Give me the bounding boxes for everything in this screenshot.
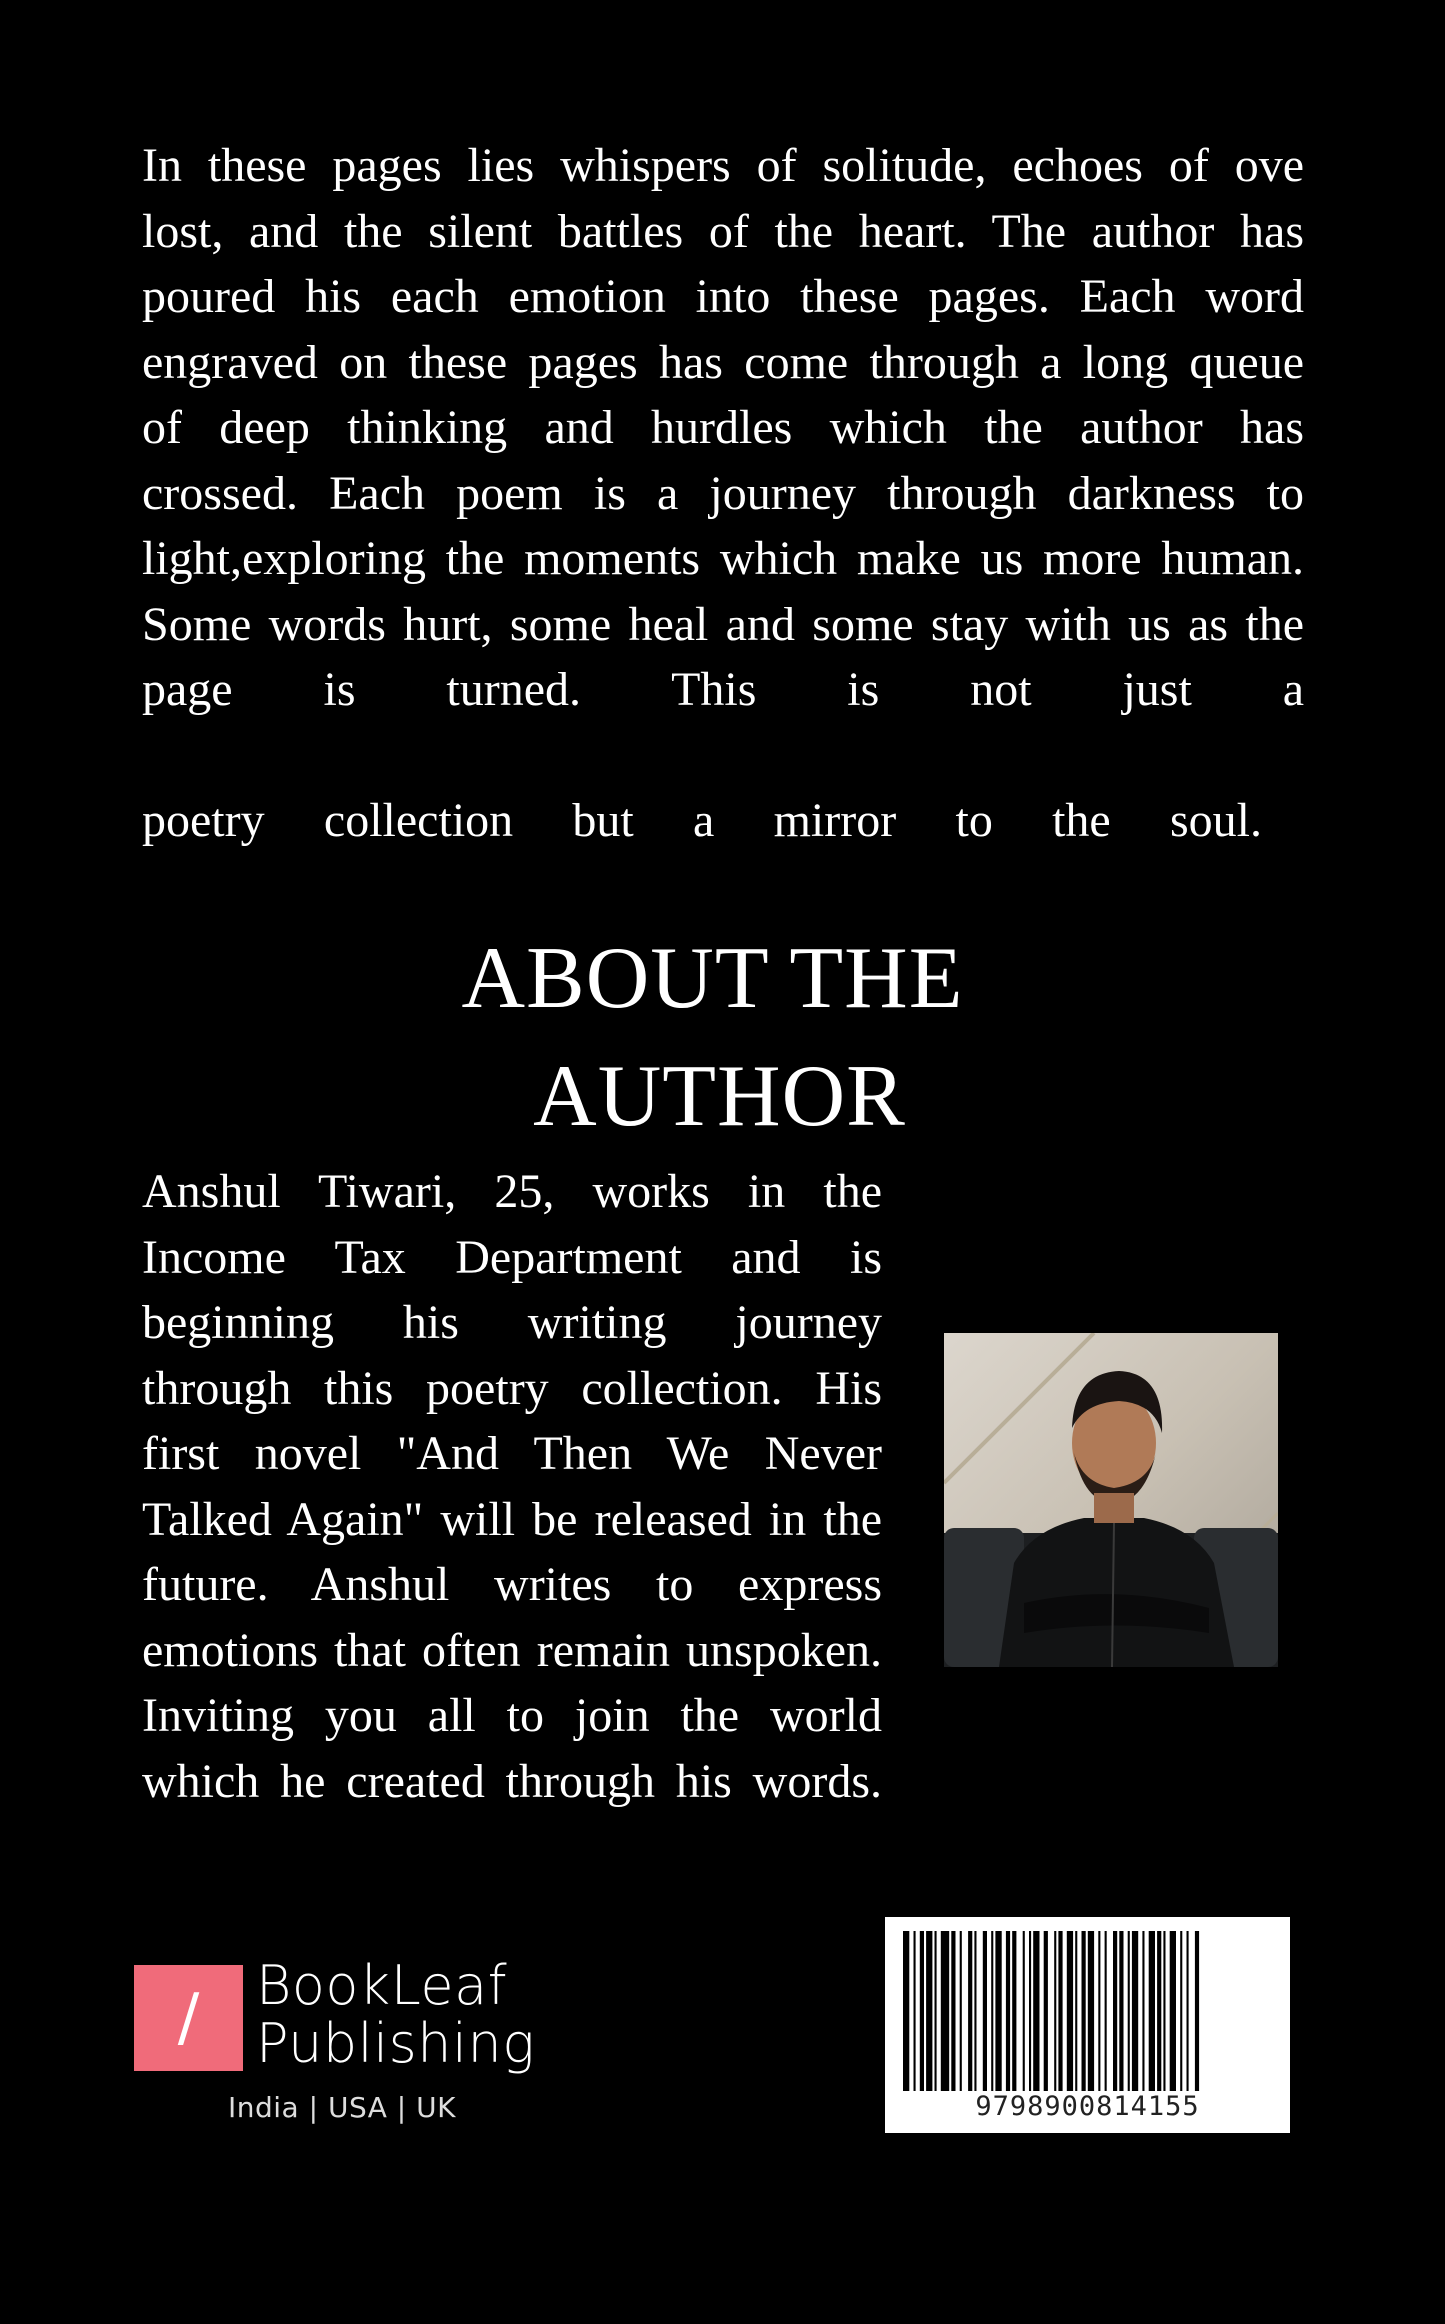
- barcode-bar: [926, 1931, 932, 2091]
- barcode-bar: [920, 1931, 924, 2091]
- barcode-bar: [1187, 1931, 1189, 2091]
- barcode-bar: [968, 1931, 972, 2091]
- barcode-bar: [1128, 1931, 1130, 2091]
- barcode-bar: [1157, 1931, 1161, 2091]
- blurb-text: In these pages lies whispers of solitude, echoes of ove lost, and the silent battles of the heart. The author has poured his each emotion into these pages. Each word engraved on these pages has come through a long queue of deep thinking and hurdles which the author has crossed. Each poem is a journey through darkness to light,exploring the moments which make us more human. Some words hurt, some heal and some stay with us as the page is turned. This is not just a: [142, 139, 1304, 716]
- barcode-bar: [1012, 1931, 1016, 2091]
- barcode-bar: [1033, 1931, 1039, 2091]
- barcode-bar: [960, 1931, 962, 2091]
- barcode-bar: [1029, 1931, 1031, 2091]
- barcode-bar: [1180, 1931, 1182, 2091]
- barcode-bar: [1105, 1931, 1107, 2091]
- author-photo: [944, 1333, 1278, 1667]
- barcode-bar: [935, 1931, 937, 2091]
- barcode-bar: [914, 1931, 916, 2091]
- publisher-name: [256, 1954, 536, 2075]
- barcode-bar: [1082, 1931, 1086, 2091]
- barcode-bar: [1098, 1931, 1100, 2091]
- barcode-bar: [1023, 1931, 1025, 2091]
- publisher-logo: [134, 1954, 554, 2133]
- isbn-number: 9798900814155: [975, 2091, 1200, 2122]
- barcode-bar: [1058, 1931, 1062, 2091]
- barcode-bar: [991, 1931, 993, 2091]
- barcode-bar: [1054, 1931, 1056, 2091]
- barcode-bar: [1132, 1931, 1138, 2091]
- barcode-bar: [1075, 1931, 1077, 2091]
- publisher-name-line-1: BookLeaf: [256, 1954, 508, 2017]
- about-the-author-heading: [0, 920, 1445, 1156]
- barcode-bar: [1119, 1931, 1123, 2091]
- publisher-mark: [134, 1965, 243, 2071]
- barcode-icon: [903, 1931, 1272, 2091]
- barcode-bar: [1170, 1931, 1176, 2091]
- barcode-bar: [1195, 1931, 1199, 2091]
- author-bio: Anshul Tiwari, 25, works in the Income Tax Department and is beginning his writing journey through this poetry collection. His first novel "And Then We Never Talked Again" will be released in the future. Anshul writes to express emotions that often remain unspoken. Inviting you all to join the world which he created through his words.: [142, 1165, 882, 1808]
- isbn-barcode: [885, 1917, 1290, 2133]
- publisher-regions: India | USA | UK: [228, 2091, 456, 2124]
- barcode-bar: [1006, 1931, 1010, 2091]
- blurb-last-line: poetry collection but a mirror to the soul.: [142, 794, 1262, 847]
- barcode-bar: [951, 1931, 955, 2091]
- barcode-bar: [903, 1931, 909, 2091]
- barcode-bar: [1142, 1931, 1144, 2091]
- barcode-bar: [1163, 1931, 1165, 2091]
- barcode-bar: [1149, 1931, 1155, 2091]
- barcode-bar: [1113, 1931, 1117, 2091]
- barcode-bar: [983, 1931, 987, 2091]
- publisher-name-line-2: Publishing: [256, 2012, 536, 2075]
- barcode-bar: [941, 1931, 949, 2091]
- heading-line-2: AUTHOR: [533, 1048, 906, 1145]
- slash-icon: /: [177, 1981, 200, 2055]
- barcode-bar: [1067, 1931, 1073, 2091]
- heading-line-1: ABOUT THE: [461, 930, 964, 1027]
- barcode-bar: [1088, 1931, 1094, 2091]
- barcode-bar: [974, 1931, 976, 2091]
- barcode-bar: [995, 1931, 1001, 2091]
- barcode-bar: [1044, 1931, 1048, 2091]
- author-portrait-icon: [944, 1333, 1278, 1667]
